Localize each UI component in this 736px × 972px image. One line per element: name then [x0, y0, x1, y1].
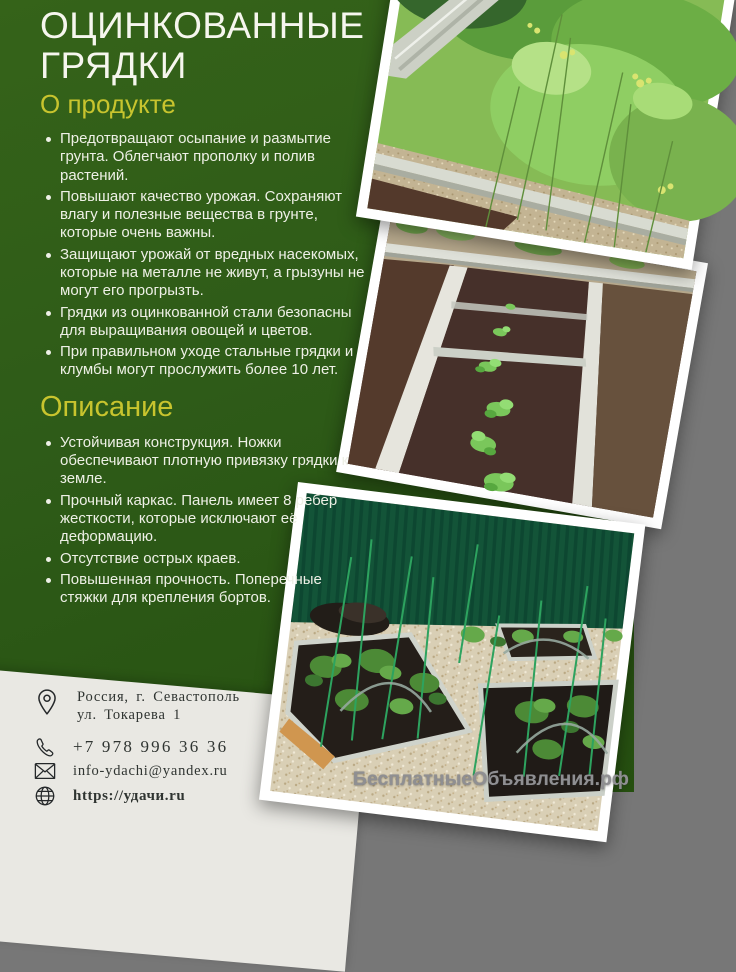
- phone-icon: [34, 736, 56, 758]
- list-item: [46, 434, 368, 489]
- globe-icon: [34, 785, 56, 807]
- list-item: [46, 188, 368, 243]
- envelope-icon: [34, 762, 56, 780]
- bullet-text: Предотвращают осыпание и размытие грунта. Облегчают прополку и полив растений.: [60, 129, 331, 184]
- title-line-2: ГРЯДКИ: [40, 44, 187, 86]
- bullet-text: Устойчивая конструкция. Ножки обеспечивают плотную привязку грядки к земле.: [60, 433, 349, 488]
- soil-beds-illustration: [348, 218, 697, 518]
- address-line-2: ул. Токарева 1: [77, 707, 182, 724]
- bullet-text: Прочный каркас. Панель имеет 8 ребер жесткости, которые исключают её деформацию.: [60, 491, 338, 546]
- list-item: [46, 343, 368, 380]
- bullet-dot: [46, 441, 51, 446]
- address-line-1: Россия, г. Севастополь: [77, 689, 240, 705]
- bullet-dot: [46, 578, 51, 583]
- bullet-text: Повышенная прочность. Поперечные стяжки для крепления бортов.: [60, 570, 322, 607]
- bullet-dot: [46, 137, 51, 142]
- flyer-text-column: [40, 6, 370, 610]
- bullet-dot: [46, 499, 51, 504]
- phone-number: +7 978 996 36 36: [73, 737, 229, 756]
- dill-bed-illustration: [367, 0, 724, 258]
- page-title: [40, 6, 370, 86]
- website-row: [34, 785, 185, 807]
- email-row: [34, 762, 228, 780]
- email-address: info-ydachi@yandex.ru: [73, 762, 228, 779]
- title-line-1: ОЦИНКОВАННЫЕ: [40, 5, 365, 46]
- bullet-text: Защищают урожай от вредных насекомых, которые на металле не живут, а грызуны не могут его прогрызть.: [60, 245, 365, 300]
- phone-row: [34, 736, 228, 758]
- description-heading: Описание: [40, 390, 174, 423]
- bullet-text: При правильном уходе стальные грядки и клумбы могут прослужить более 10 лет.: [60, 343, 354, 379]
- address-row: [34, 688, 240, 724]
- bullet-text: Грядки из оцинкованной стали безопасны для выращивания овощей и цветов.: [60, 303, 352, 339]
- bullet-dot: [46, 557, 51, 562]
- website-url: https://удачи.ru: [73, 787, 186, 804]
- list-item: [46, 571, 368, 608]
- watermark-text: БесплатныеОбъявления.рф: [352, 768, 629, 790]
- address-text: [77, 688, 240, 724]
- location-pin-icon: [34, 688, 60, 716]
- bullet-dot: [46, 253, 51, 258]
- list-item: [46, 304, 368, 341]
- bullet-dot: [46, 350, 51, 355]
- about-heading: О продукте: [40, 88, 176, 119]
- bullet-dot: [46, 311, 51, 316]
- about-list: [40, 130, 368, 380]
- bullet-text: Отсутствие острых краев.: [60, 549, 241, 567]
- bullet-text: Повышают качество урожая. Сохраняют влагу и полезные вещества в грунте, которые очень важны.: [60, 187, 343, 242]
- list-item: [46, 130, 368, 185]
- description-list: [40, 434, 368, 608]
- bullet-dot: [46, 195, 51, 200]
- list-item: [46, 550, 368, 568]
- list-item: [46, 492, 368, 547]
- list-item: [46, 246, 368, 301]
